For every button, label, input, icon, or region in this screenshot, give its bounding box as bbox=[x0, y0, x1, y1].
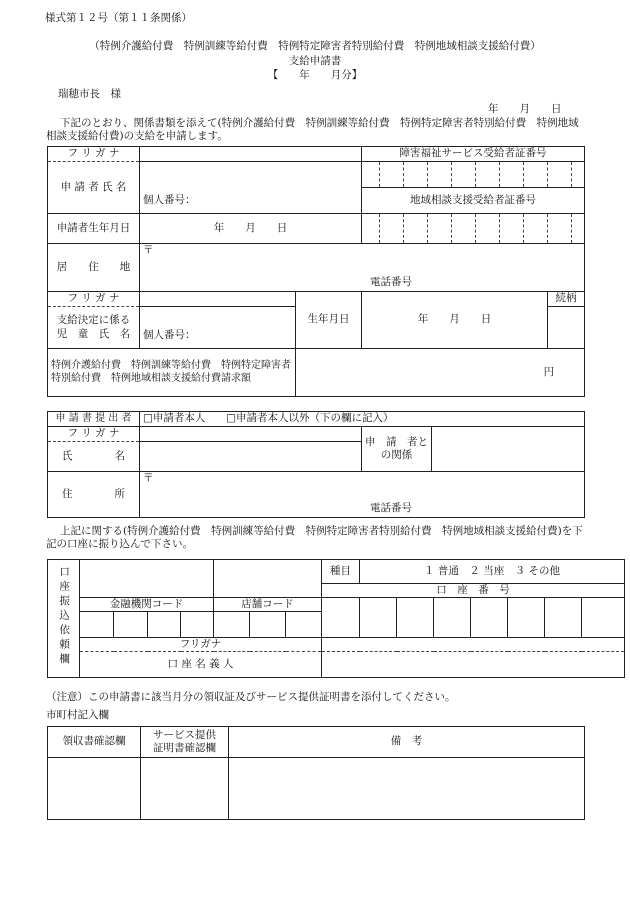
title-month: 【 年 月分】 bbox=[267, 69, 363, 81]
child-my-number: 個人番号： bbox=[143, 328, 196, 341]
receipt-check-field[interactable] bbox=[48, 758, 141, 820]
child-birthdate-field[interactable]: 年 月 日 bbox=[362, 292, 548, 349]
applicant-my-number: 個人番号： bbox=[143, 193, 196, 206]
submitter-name-label: 氏 名 bbox=[48, 442, 140, 472]
submitter-name-field[interactable] bbox=[140, 442, 362, 472]
submitter-address-field[interactable] bbox=[140, 472, 585, 518]
city-table bbox=[47, 726, 585, 820]
applicant-postal-mark: 〒 bbox=[143, 244, 154, 256]
submitter-address-label: 住 所 bbox=[48, 472, 140, 518]
child-name-label: 支給決定に係る 児 童 氏 名 bbox=[48, 307, 140, 349]
remarks-field[interactable] bbox=[229, 758, 585, 820]
child-relationship-field[interactable] bbox=[548, 307, 585, 349]
submitter-relation-label: 申 請 者との関係 bbox=[362, 427, 432, 472]
submitter-options bbox=[140, 412, 585, 427]
holder-name-label: 口 座 名 義 人 bbox=[80, 652, 322, 678]
holder-name-field[interactable] bbox=[322, 652, 625, 678]
account-type-options[interactable]: １ 普通 ２ 当座 ３ その他 bbox=[360, 560, 625, 584]
remarks-label: 備 考 bbox=[229, 727, 585, 758]
applicant-name-label: 申 請 者 氏 名 bbox=[48, 162, 140, 214]
submitter-label: 申 請 書 提 出 者 bbox=[48, 412, 140, 427]
submitter-postal-mark: 〒 bbox=[143, 472, 154, 484]
receipt-check-label: 領収書確認欄 bbox=[48, 727, 141, 758]
branch-code-digit[interactable] bbox=[250, 612, 286, 638]
title: 支給申請書 bbox=[288, 55, 342, 67]
child-furigana-label: フ リ ガ ナ bbox=[48, 292, 140, 307]
bank-code-label: 金融機関コード bbox=[80, 598, 214, 612]
note-text: （注意）この申請書に該当月分の領収証及びサービス提供証明書を添付してください。 bbox=[46, 691, 456, 703]
branch-name-field[interactable] bbox=[214, 560, 322, 598]
bank-code-digit[interactable] bbox=[181, 612, 214, 638]
child-relationship-label: 続柄 bbox=[548, 292, 585, 307]
submitter-phone-label: 電話番号 bbox=[370, 502, 412, 514]
service-check-field[interactable] bbox=[141, 758, 229, 820]
form-number: 様式第１２号（第１１条関係） bbox=[45, 12, 192, 24]
bank-code-digit[interactable] bbox=[148, 612, 181, 638]
submitter-relation-field[interactable] bbox=[432, 427, 585, 472]
child-name-field[interactable] bbox=[140, 307, 296, 349]
bank-side-label: 口座振込依頼欄 bbox=[48, 560, 80, 678]
claim-amount-label: 特例介護給付費 特例訓練等給付費 特例特定障害者特別給付費 特例地域相談支援給付費請求額 bbox=[48, 349, 296, 397]
submitter-option-self[interactable]: □申請者本人 bbox=[143, 412, 206, 425]
child-birthdate-label: 生年月日 bbox=[296, 292, 362, 349]
transfer-text: 上記に関する(特例介護給付費 特例訓練等給付費 特例特定障害者特別給付費 特例地域相談支援給付費)を下記の口座に振り込んで下さい。 bbox=[46, 525, 583, 550]
applicant-address-label: 居 住 地 bbox=[48, 244, 140, 292]
branch-code-label: 店舗コード bbox=[214, 598, 322, 612]
child-furigana-field[interactable] bbox=[140, 292, 296, 307]
applicant-name-field[interactable] bbox=[140, 162, 362, 214]
submitter-table bbox=[47, 411, 585, 518]
applicant-address-field[interactable] bbox=[140, 244, 585, 292]
applicant-birthdate-label: 申請者生年月日 bbox=[48, 214, 140, 244]
application-date: 年 月 日 bbox=[488, 103, 562, 115]
applicant-table bbox=[47, 146, 585, 397]
regional-cert-label: 地域相談支援受給者証番号 bbox=[362, 188, 585, 214]
yen-unit: 円 bbox=[543, 365, 555, 378]
disability-cert-label: 障害福祉サービス受給者証番号 bbox=[362, 147, 585, 162]
city-heading: 市町村記入欄 bbox=[46, 709, 109, 721]
title-benefits: （特例介護給付費 特例訓練等給付費 特例特定障害者特別給付費 特例地域相談支援給付費） bbox=[89, 40, 541, 52]
bank-code-digit[interactable] bbox=[114, 612, 148, 638]
account-type-label: 種目 bbox=[322, 560, 360, 584]
branch-code-digit[interactable] bbox=[214, 612, 250, 638]
applicant-phone-label: 電話番号 bbox=[370, 276, 412, 288]
submitter-furigana-field[interactable] bbox=[140, 427, 362, 442]
bank-name-field[interactable] bbox=[80, 560, 214, 598]
bank-table bbox=[47, 559, 625, 678]
applicant-furigana-field[interactable] bbox=[140, 147, 362, 162]
submitter-furigana-label: フ リ ガ ナ bbox=[48, 427, 140, 442]
applicant-furigana-label: フ リ ガ ナ bbox=[48, 147, 140, 162]
intro-text: 下記のとおり、関係書類を添えて(特例介護給付費 特例訓練等給付費 特例特定障害者特別給付費 特例地域相談支援給付費)の支給を申請します。 bbox=[46, 117, 579, 142]
addressee: 瑞穂市長 様 bbox=[58, 88, 121, 100]
account-number-label: 口 座 番 号 bbox=[322, 584, 625, 598]
branch-code-digit[interactable] bbox=[286, 612, 322, 638]
service-check-label: サービス提供 証明書確認欄 bbox=[141, 727, 229, 758]
submitter-option-other[interactable]: □申請者本人以外（下の欄に記入） bbox=[226, 412, 394, 425]
applicant-birthdate-field[interactable]: 年 月 日 bbox=[140, 214, 362, 244]
bank-code-digit[interactable] bbox=[80, 612, 114, 638]
holder-furigana-field[interactable] bbox=[322, 638, 625, 652]
claim-amount-field[interactable] bbox=[296, 349, 585, 397]
holder-furigana-label: フリガナ bbox=[80, 638, 322, 652]
